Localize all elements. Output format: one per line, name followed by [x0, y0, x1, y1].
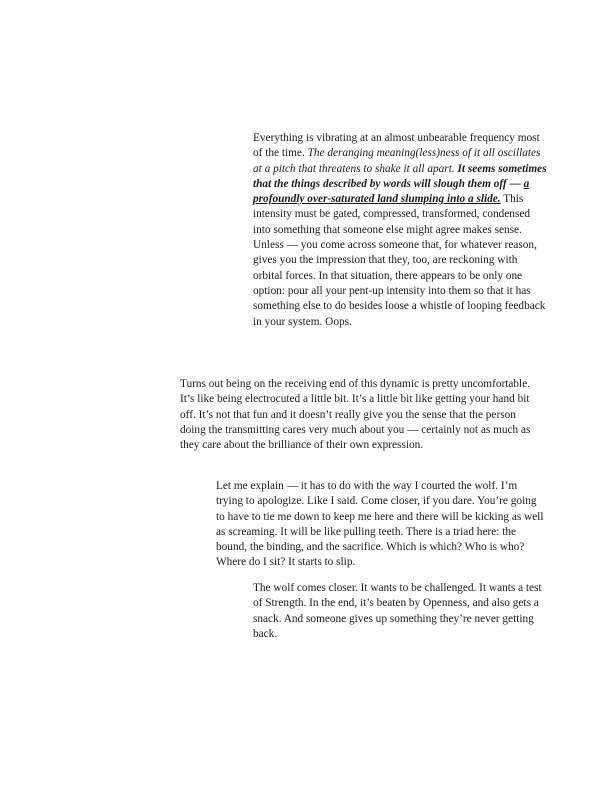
paragraph-intensity-opening: Everything is vibrating at an almost unbearable frequency most of the time.: [253, 132, 540, 160]
paragraph-courted-wolf: Let me explain — it has to do with the way I courted the wolf. I’m trying to apologize. Like I said. Come closer, if you dare. You’re going to have to tie me down to keep me here and there will be kicking as well as screaming. It will be like pulling teeth. There is a triad here: the bound, the binding, and the sacrifice. Which is which? Who is who? Where do I sit? It starts to slip.: [216, 480, 544, 569]
paragraph-wolf-closer: The wolf comes closer. It wants to be challenged. It wants a test of Strength. In the end, it’s beaten by Openness, and also gets a snack. And someone gives up something they’re never getting back.: [253, 582, 542, 640]
paragraph-intensity: [253, 131, 549, 330]
paragraph-intensity-underlined: a profoundly over-saturated land slumping into a slide.: [253, 177, 530, 206]
paragraph-intensity-bold-italic: It seems sometimes that the things described by words will slough them off —: [253, 162, 547, 190]
paragraph-intensity-closing: This intensity must be gated, compressed, transformed, condensed into something that someone else might agree makes sense. Unless — you come across someone that, for whatever reason, gives you the impression that they, too, are reckoning with orbital forces. In that situation, there appears to be only one option: pour all your pent-up intensity into them so that it has something else to do besides loose a whistle of looping feedback in your system. Oops.: [253, 193, 546, 328]
paragraph-receiving-end: Turns out being on the receiving end of this dynamic is pretty uncomfortable. It’s like being electrocuted a little bit. It’s a little bit like getting your hand bit off. It’s not that fun and it doesn’t really give you the sense that the person doing the transmitting cares very much about you — certainly not as much as they care about the brilliance of their own expression.: [180, 378, 531, 452]
paragraph-intensity-italic: The deranging meaning(less)ness of it all oscillates at a pitch that threatens to shake it all apart.: [253, 147, 541, 175]
